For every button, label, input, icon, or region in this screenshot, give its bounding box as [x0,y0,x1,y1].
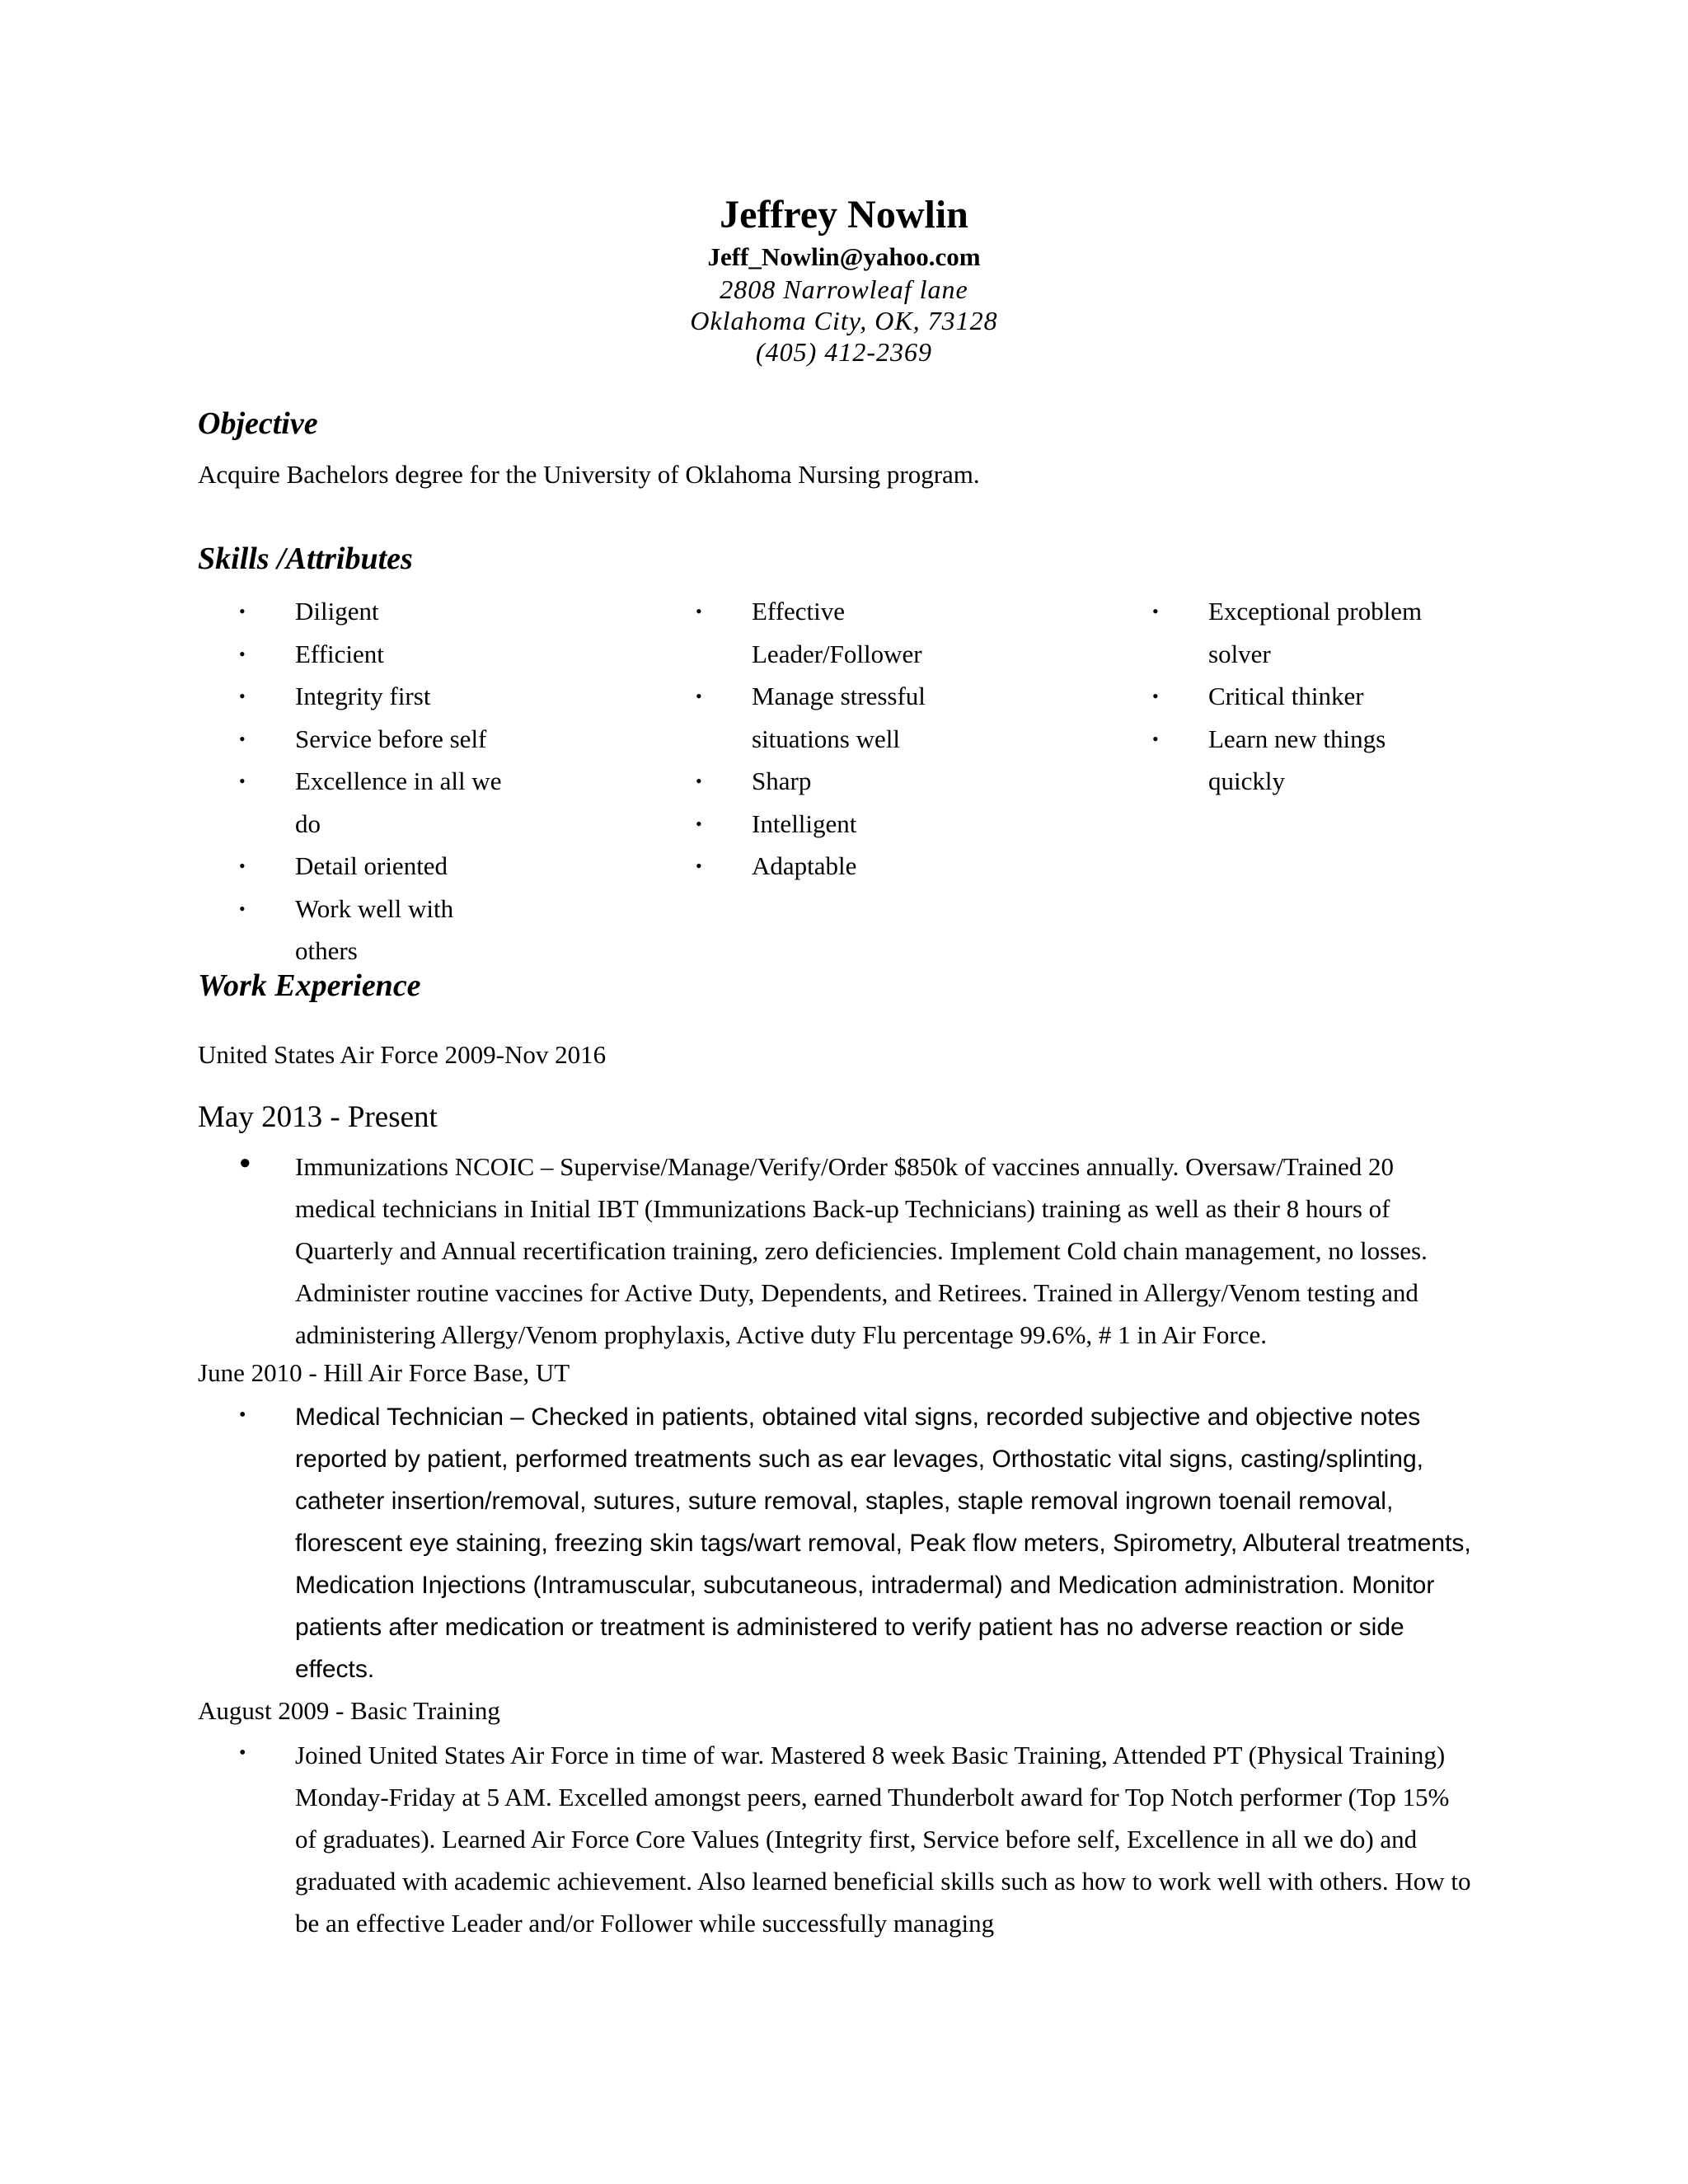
skill-item: • Effective Leader/Follower [654,590,968,675]
job-description-immunizations: Immunizations NCOIC – Supervise/Manage/Verify/Order $850k of vaccines annually. Oversaw/Trained 20 medical technicians in Initial IBT (Immunizations Back-up Technicians) training as well as their 8 hours of Quarterly and Annual recertification training, zero deficiencies. Implement Cold chain management, no losses. Administer routine vaccines for Active Duty, Dependents, and Retirees. Trained in Allergy/Venom testing and administering Allergy/Venom prophylaxis, Active duty Flu percentage 99.6%, # 1 in Air Force. [295,1152,1428,1349]
bullet-icon: • [1152,728,1159,749]
skills-column-1 [198,590,511,972]
candidate-name: Jeffrey Nowlin [720,193,968,237]
bullet-icon: • [239,771,246,791]
bullet-icon: • [696,601,702,621]
city-state-zip: Oklahoma City, OK, 73128 [690,306,998,335]
objective-heading: Objective [198,406,318,441]
skill-item: • Critical thinker [1111,675,1424,718]
email-address: Jeff_Nowlin@yahoo.com [707,242,981,271]
skill-item: • Learn new things quickly [1111,718,1424,803]
skill-item: • Service before self [198,718,511,761]
bullet-icon: • [239,686,246,706]
bullet-icon: • [1152,686,1159,706]
skill-item: • Adaptable [654,845,968,888]
skills-heading: Skills /Attributes [198,541,413,576]
bullet-icon: • [239,1404,246,1426]
skill-item: • Exceptional problem solver [1111,590,1424,675]
bullet-icon: ● [239,1152,251,1174]
job-date-hill-afb: June 2010 - Hill Air Force Base, UT [198,1358,570,1387]
job-description-medical-technician: Medical Technician – Checked in patients, obtained vital signs, recorded subjective and objective notes reported by patient, performed treatments such as ear levages, Orthostatic vital signs, casting/splinting, catheter insertion/removal, sutures, suture removal, staples, staple removal ingrown toenail removal, florescent eye staining, freezing skin tags/wart removal, Peak flow meters, Spirometry, Albuteral treatments, Medication Injections (Intramuscular, subcutaneous, intradermal) and Medication administration. Monitor patients after medication or treatment is administered to verify patient has no adverse reaction or side effects. [295,1404,1471,1683]
skill-item: • Diligent [198,590,511,633]
job-description-basic-training: Joined United States Air Force in time of war. Mastered 8 week Basic Training, Attended PT (Physical Training) Monday-Friday at 5 AM. Excelled amongst peers, earned Thunderbolt award for Top Notch performer (Top 15% of graduates). Learned Air Force Core Values (Integrity first, Service before self, Excellence in all we do) and graduated with academic achievement. Also learned beneficial skills such as how to work well with others. How to be an effective Leader and/or Follower while successfully managing [295,1741,1471,1938]
bullet-icon: • [239,1742,246,1764]
bullet-icon: • [239,855,246,876]
skill-item: • Manage stressful situations well [654,675,968,760]
skill-item: • Excellence in all we do [198,760,511,845]
skill-item: • Sharp [654,760,968,803]
period-heading: May 2013 - Present [198,1100,438,1134]
bullet-icon: • [239,601,246,621]
phone-number: (405) 412-2369 [756,337,932,367]
skill-item: • Integrity first [198,675,511,718]
skills-column-2 [654,590,968,888]
bullet-icon: • [239,898,246,919]
bullet-icon: • [696,771,702,791]
bullet-icon: • [239,728,246,749]
bullet-icon: • [696,686,702,706]
bullet-icon: • [1152,601,1159,621]
skills-column-3 [1111,590,1424,803]
bullet-icon: • [696,855,702,876]
bullet-icon: • [239,643,246,664]
skill-item: • Efficient [198,633,511,676]
contact-header [0,190,1688,368]
work-experience-heading: Work Experience [198,968,421,1003]
bullet-icon: • [696,813,702,834]
skill-item: • Work well with others [198,888,511,972]
job-date-basic-training: August 2009 - Basic Training [198,1696,500,1725]
street-address: 2808 Narrowleaf lane [720,274,968,304]
employer-line: United States Air Force 2009-Nov 2016 [198,1040,607,1069]
skill-item: • Detail oriented [198,845,511,888]
skill-item: • Intelligent [654,803,968,846]
objective-text: Acquire Bachelors degree for the University of Oklahoma Nursing program. [198,460,980,489]
